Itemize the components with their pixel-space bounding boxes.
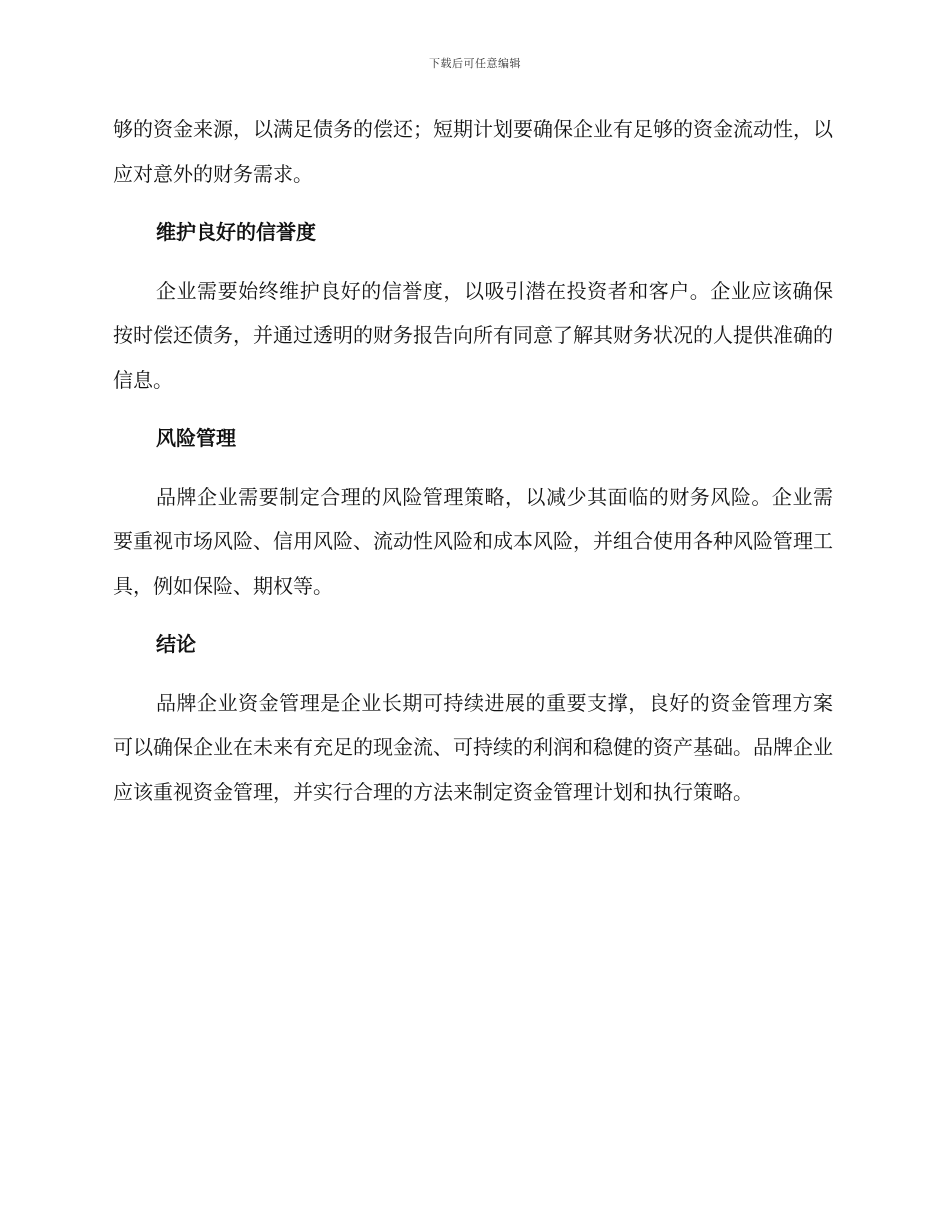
section-paragraph-conclusion: 品牌企业资金管理是企业长期可持续进展的重要支撑，良好的资金管理方案可以确保企业在未来有充足的现金流、可持续的利润和稳健的资产基础。品牌企业应该重视资金管理，并实行合理的方法来制定资金管理计划和执行策略。 [113,690,833,804]
section-paragraph-risk: 品牌企业需要制定合理的风险管理策略，以减少其面临的财务风险。企业需要重视市场风险、信用风险、流动性风险和成本风险，并组合使用各种风险管理工具，例如保险、期权等。 [113,484,833,598]
section-paragraph-credit: 企业需要始终维护良好的信誉度，以吸引潜在投资者和客户。企业应该确保按时偿还债务，并通过透明的财务报告向所有同意了解其财务状况的人提供准确的信息。 [113,278,833,392]
section-heading-risk: 风险管理 [156,426,236,450]
intro-paragraph: 够的资金来源，以满足债务的偿还；短期计划要确保企业有足够的资金流动性，以应对意外的财务需求。 [113,117,833,186]
section-heading-credit: 维护良好的信誉度 [156,220,316,244]
document-body [113,107,833,814]
page-header: 下载后可任意编辑 [429,57,521,70]
section-heading-conclusion: 结论 [156,632,196,656]
